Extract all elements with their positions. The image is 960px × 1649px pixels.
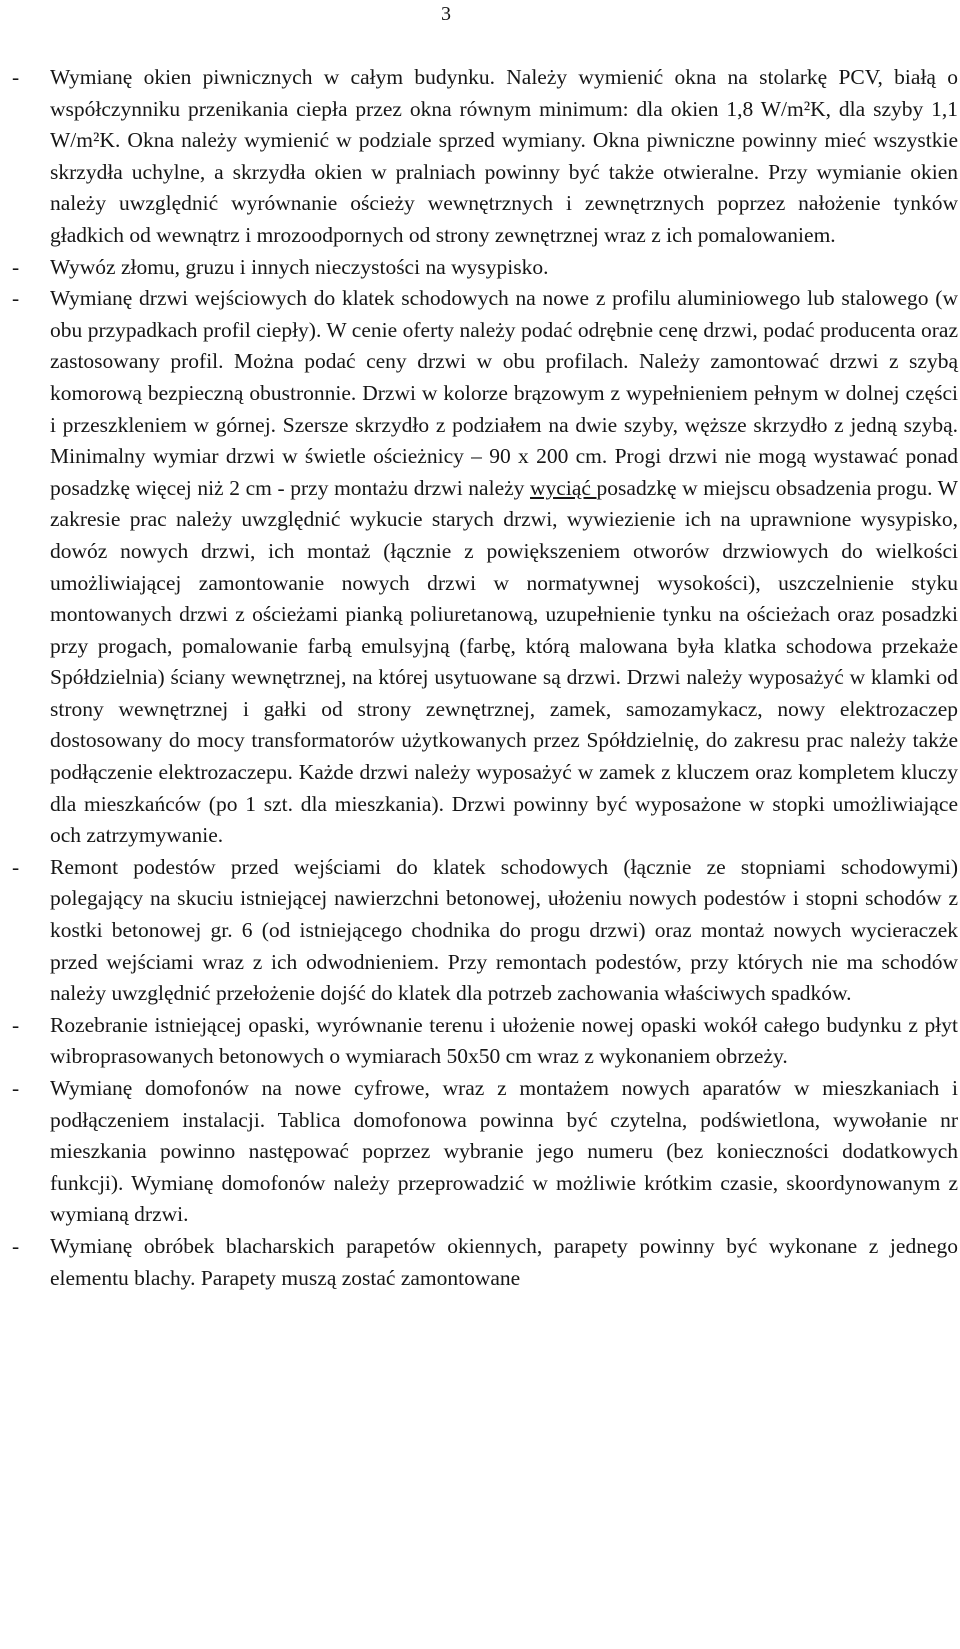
- list-item: [10, 852, 958, 1010]
- list-item: [10, 1073, 958, 1231]
- underlined-text: wyciąć: [530, 475, 597, 500]
- text-segment: Wymianę drzwi wejściowych do klatek schodowych na nowe z profilu aluminiowego lub stalowego (w obu przypadkach profil ciepły). W cenie oferty należy podać odrębnie cenę drzwi, podać producenta oraz zastosowany profil. Można podać ceny drzwi w obu profilach. Należy zamontować drzwi z szybą komorową bezpieczną obustronnie. Drzwi w kolorze brązowym z wypełnieniem pełnym w dolnej części i przeszkleniem w górnej. Szersze skrzydło z podziałem na dwie szyby, węższe skrzydło z jedną szybą. Minimalny wymiar drzwi w świetle ościeżnicy – 90 x 200 cm. Progi drzwi nie mogą wystawać ponad posadzkę więcej niż 2 cm - przy montażu drzwi należy: [50, 286, 958, 500]
- list-item: [10, 1231, 958, 1294]
- list-item-text: Rozebranie istniejącej opaski, wyrównanie terenu i ułożenie nowej opaski wokół całego budynku z płyt wibroprasowanych betonowych o wymiarach 50x50 cm wraz z wykonaniem obrzeży.: [50, 1012, 958, 1069]
- list-item-text: Remont podestów przed wejściami do klatek schodowych (łącznie ze stopniami schodowymi) polegający na skuciu istniejącej nawierzchni betonowej, ułożeniu nowych podestów i stopni schodów z kostki betonowej gr. 6 (od istniejącego chodnika do progu drzwi) oraz montaż nowych wycieraczek przed wejściami wraz z ich odwodnieniem. Przy remontach podestów, przy których nie ma schodów należy uwzględnić przełożenie dojść do klatek dla potrzeb zachowania właściwych spadków.: [50, 854, 958, 1006]
- list-bullet: -: [12, 1076, 20, 1100]
- list-bullet: -: [12, 254, 20, 279]
- list-item: [10, 252, 958, 284]
- list-item: [10, 62, 958, 252]
- list-item-text: Wymianę okien piwnicznych w całym budynku. Należy wymienić okna na stolarkę PCV, białą o współczynniku przenikania ciepła przez okna równym minimum: dla okien 1,8 W/m²K, dla szyby 1,1 W/m²K. Okna należy wymienić w podziale sprzed wymiany. Okna piwniczne powinny mieć wszystkie skrzydła uchylne, a skrzydła okien w pralniach powinny być także otwieralne. Przy wymianie okien należy uwzględnić wyrównanie ościeży wewnętrznych i zewnętrznych poprzez nałożenie tynków gładkich od wewnątrz i mrozoodpornych od strony zewnętrznej wraz z ich pomalowaniem.: [50, 65, 958, 247]
- list-item-text: Wymianę domofonów na nowe cyfrowe, wraz z montażem nowych aparatów w mieszkaniach i podłączeniem instalacji. Tablica domofonowa powinna być czytelna, podświetlona, wywołanie nr mieszkania powinno następować poprzez wybranie jego numeru (bez konieczności dodatkowych funkcji). Wymianę domofonów należy przeprowadzić w możliwie krótkim czasie, skoordynowanym z wymianą drzwi.: [50, 1076, 958, 1227]
- list-bullet: -: [12, 1233, 20, 1258]
- list-bullet: -: [12, 854, 20, 879]
- list-bullet: -: [12, 1012, 20, 1037]
- page-number: 3: [441, 3, 451, 25]
- list-bullet: -: [12, 286, 20, 311]
- document-body: [10, 62, 958, 1294]
- list-bullet: -: [12, 65, 20, 89]
- list-item: [10, 1010, 958, 1073]
- list-item-text: [50, 283, 958, 852]
- list-item: [10, 283, 958, 852]
- list-item-text: Wywóz złomu, gruzu i innych nieczystości na wysypisko.: [50, 254, 549, 279]
- list-item-text: Wymianę obróbek blacharskich parapetów okiennych, parapety powinny być wykonane z jednego elementu blachy. Parapety muszą zostać zamontowane: [50, 1233, 958, 1290]
- text-segment: posadzkę w miejscu obsadzenia progu. W zakresie prac należy uwzględnić wykucie starych drzwi, wywiezienie ich na uprawnione wysypisko, dowóz nowych drzwi, ich montaż (łącznie z powiększeniem otworów drzwiowych do wielkości umożliwiającej zamontowanie nowych drzwi w normatywnej wysokości), uszczelnienie styku montowanych drzwi z ościeżami pianką poliuretanową, uzupełnienie tynku na ościeżach oraz posadzki przy progach, pomalowanie farbą emulsyjną (farbę, którą malowana była klatka schodowa przekaże Spółdzielnia) ściany wewnętrznej, na której usytuowane są drzwi. Drzwi należy wyposażyć w klamki od strony wewnętrznej i gałki od strony zewnętrznej, zamek, samozamykacz, nowy elektrozaczep dostosowany do mocy transformatorów użytkowanych przez Spółdzielnię, do zakresu prac należy także podłączenie elektrozaczepu. Każde drzwi należy wyposażyć w zamek z kluczem oraz kompletem kluczy dla mieszkańców (po 1 szt. dla mieszkania). Drzwi powinny być wyposażone w stopki umożliwiające och zatrzymywanie.: [50, 475, 958, 848]
